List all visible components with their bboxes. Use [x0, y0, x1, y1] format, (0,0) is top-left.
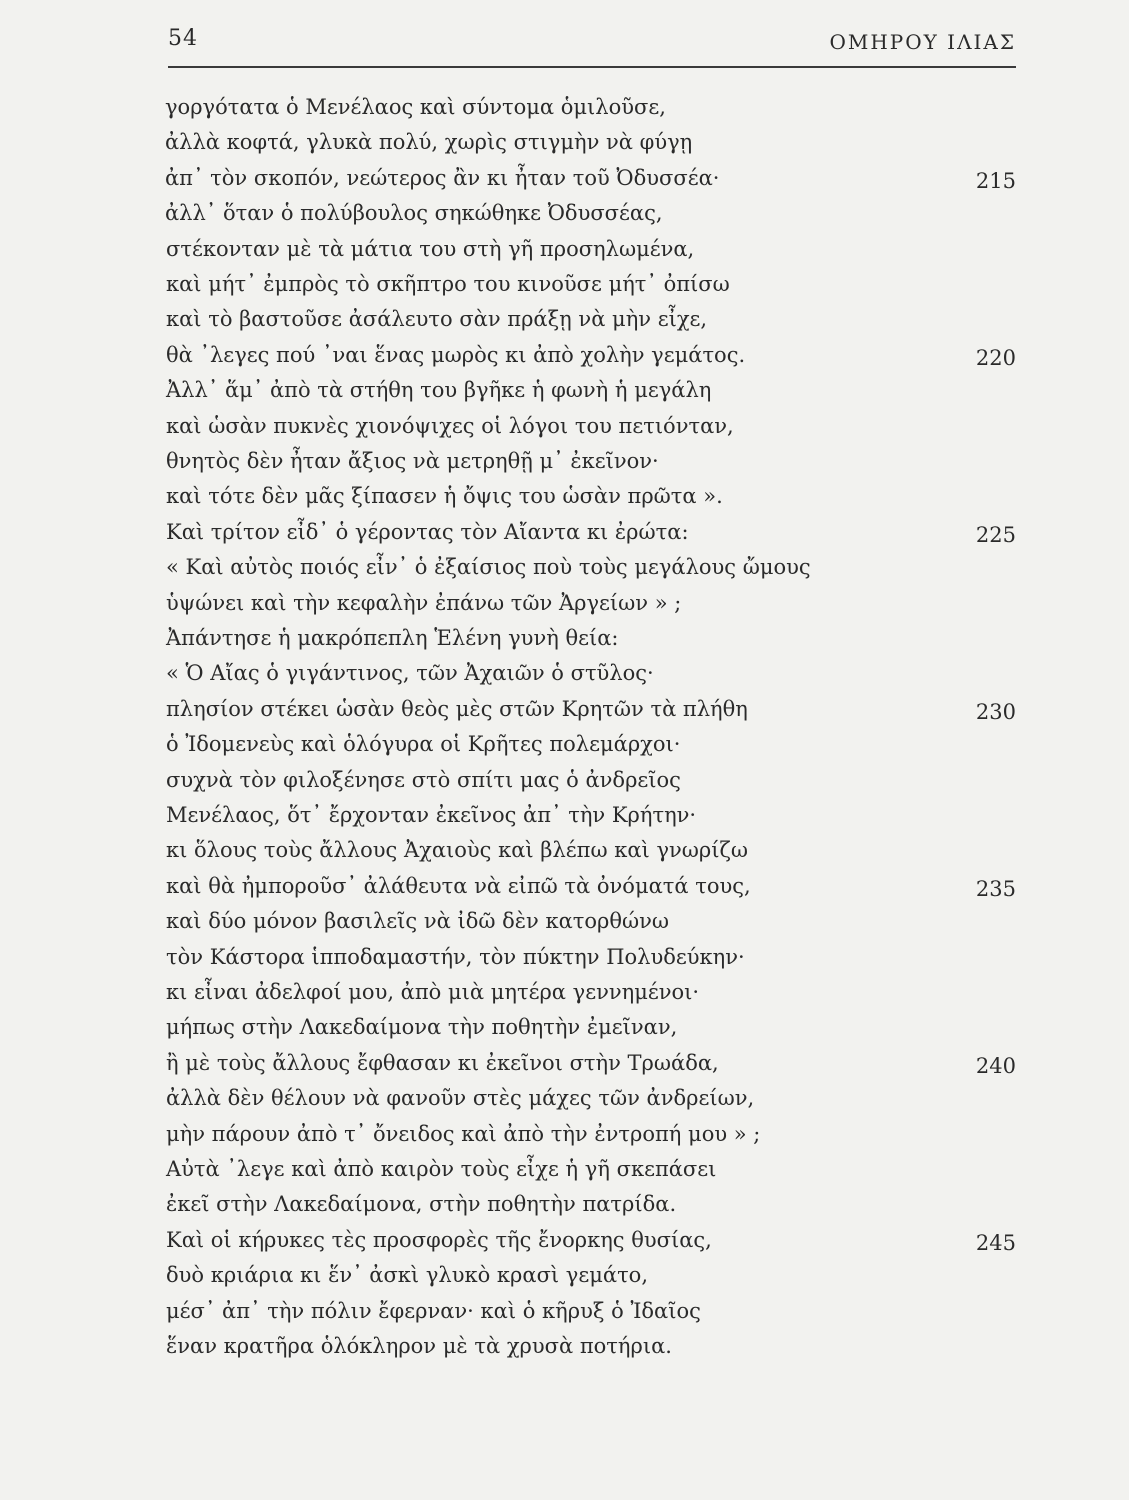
verse-line: [0, 411, 1129, 451]
verse-text: Ἀλλ᾽ ἅμ᾽ ἀπὸ τὰ στήθη του βγῆκε ἡ φωνὴ ἡ μεγάλη: [166, 378, 712, 403]
verse-line: [0, 1260, 1129, 1300]
verse-line: [0, 304, 1129, 344]
verse-text: καὶ δύο μόνον βασιλεῖς νὰ ἰδῶ δὲν κατορθώνω: [166, 909, 670, 934]
verse-line: [0, 1189, 1129, 1229]
verse-text: ἕναν κρατῆρα ὁλόκληρον μὲ τὰ χρυσὰ ποτήρια.: [166, 1334, 672, 1358]
verse-text: Καὶ οἱ κήρυκες τὲς προσφορὲς τῆς ἔνορκης θυσίας,: [166, 1227, 712, 1252]
verse-text: κι ὅλους τοὺς ἄλλους Ἀχαιοὺς καὶ βλέπω καὶ γνωρίζω: [166, 838, 748, 863]
verse-text: δυὸ κριάρια κι ἕν᾽ ἀσκὶ γλυκὸ κρασὶ γεμάτο,: [166, 1263, 649, 1288]
verse-text: Μενέλαος, ὅτ᾽ ἔρχονταν ἐκεῖνος ἀπ᾽ τὴν Κρήτην·: [166, 803, 697, 827]
verse-line: [0, 1331, 1129, 1371]
verse-line: [0, 694, 1129, 734]
verse-line: [0, 588, 1129, 628]
verse-text: καὶ μήτ᾽ ἐμπρὸς τὸ σκῆπτρο του κινοῦσε μήτ᾽ ὀπίσω: [166, 272, 730, 296]
line-number: 235: [975, 876, 1016, 901]
verse-text: ἐκεῖ στὴν Λακεδαίμονα, στὴν ποθητὴν πατρίδα.: [166, 1192, 677, 1217]
verse-text: ἢ μὲ τοὺς ἄλλους ἔφθασαν κι ἐκεῖνοι στὴν Τρωάδα,: [166, 1050, 719, 1075]
verse-text: Αὐτὰ ᾽λεγε καὶ ἀπὸ καιρὸν τοὺς εἶχε ἡ γῆ σκεπάσει: [166, 1157, 717, 1181]
verse-text: ὁ Ἰδομενεὺς καὶ ὁλόγυρα οἱ Κρῆτες πολεμάρχοι·: [166, 732, 681, 757]
verse-line: [0, 163, 1129, 203]
line-number: 240: [975, 1053, 1016, 1078]
verse-line: [0, 517, 1129, 557]
verse-text: καὶ ὡσὰν πυκνὲς χιονόψιχες οἱ λόγοι του πετιόνταν,: [166, 413, 734, 438]
verse-line: [0, 1083, 1129, 1123]
verse-line: [0, 375, 1129, 415]
verse-text: Ἀπάντησε ἡ μακρόπεπλη Ἑλένη γυνὴ θεία:: [166, 626, 619, 650]
running-title: ΟΜΗΡΟΥ ΙΛΙΑΣ: [829, 30, 1016, 54]
verse-text: μήπως στὴν Λακεδαίμονα τὴν ποθητὴν ἐμεῖναν,: [166, 1015, 678, 1040]
verse-text: συχνὰ τὸν φιλοξένησε στὸ σπίτι μας ὁ ἀνδρεῖος: [166, 767, 681, 792]
verse-line: [0, 800, 1129, 840]
verse-line: [0, 871, 1129, 911]
verse-text: πλησίον στέκει ὡσὰν θεὸς μὲς στῶν Κρητῶν τὰ πλήθη: [166, 696, 748, 721]
verse-text: ἀλλὰ δὲν θέλουν νὰ φανοῦν στὲς μάχες τῶν ἀνδρείων,: [166, 1086, 755, 1111]
verse-line: [0, 977, 1129, 1017]
verse-line: [0, 942, 1129, 982]
verse-text: καὶ θὰ ἠμποροῦσ᾽ ἀλάθευτα νὰ εἰπῶ τὰ ὀνόματά τους,: [166, 873, 751, 898]
verse-text: Καὶ τρίτον εἶδ᾽ ὁ γέροντας τὸν Αἴαντα κι ἐρώτα:: [166, 519, 689, 544]
line-number: 230: [975, 699, 1016, 724]
verse-text: « Καὶ αὐτὸς ποιός εἶν᾽ ὁ ἐξαίσιος ποὺ τοὺς μεγάλους ὤμους: [166, 555, 811, 580]
verse-text: θνητὸς δὲν ἦταν ἄξιος νὰ μετρηθῇ μ᾽ ἐκεῖνον·: [166, 449, 659, 473]
verse-text: στέκονταν μὲ τὰ μάτια του στὴ γῆ προσηλωμένα,: [166, 236, 695, 261]
verse-text: γοργότατα ὁ Μενέλαος καὶ σύντομα ὁμιλοῦσε,: [165, 95, 666, 119]
verse-line: [0, 127, 1129, 167]
verse-text: καὶ τὸ βαστοῦσε ἀσάλευτο σὰν πράξῃ νὰ μὴν εἶχε,: [166, 307, 708, 332]
page-header: [168, 26, 1016, 62]
verse-text: ἀλλὰ κοφτά, γλυκὰ πολύ, χωρὶς στιγμὴν νὰ φύγῃ: [165, 130, 693, 155]
verse-line: [0, 906, 1129, 946]
verse-text: ὑψώνει καὶ τὴν κεφαλὴν ἐπάνω τῶν Ἀργείων » ;: [166, 590, 682, 615]
verse-line: [0, 658, 1129, 698]
verse-line: [0, 1154, 1129, 1194]
verse-line: [0, 92, 1129, 132]
verse-text: καὶ τότε δὲν μᾶς ξίπασεν ἡ ὄψις του ὡσὰν πρῶτα ».: [166, 484, 723, 509]
line-number: 225: [975, 522, 1016, 547]
verse-text: μὴν πάρουν ἀπὸ τ᾽ ὄνειδος καὶ ἀπὸ τὴν ἐντροπή μου » ;: [166, 1121, 761, 1146]
verse-line: [0, 446, 1129, 486]
verse-text: μέσ᾽ ἀπ᾽ τὴν πόλιν ἔφερναν· καὶ ὁ κῆρυξ ὁ Ἰδαῖος: [166, 1298, 701, 1323]
verse-text: ἀλλ᾽ ὅταν ὁ πολύβουλος σηκώθηκε Ὀδυσσέας,: [165, 201, 663, 226]
verse-line: [0, 269, 1129, 309]
verse-text: κι εἶναι ἀδελφοί μου, ἀπὸ μιὰ μητέρα γεννημένοι·: [166, 980, 700, 1004]
line-number: 245: [975, 1230, 1016, 1255]
verse-text: « Ὁ Αἴας ὁ γιγάντινος, τῶν Ἀχαιῶν ὁ στῦλος·: [166, 661, 654, 686]
header-rule: [168, 66, 1016, 68]
verse-line: [0, 765, 1129, 805]
verse-line: [0, 623, 1129, 663]
line-number: 220: [975, 345, 1016, 370]
verse-text: θὰ ᾽λεγες πού ᾽ναι ἕνας μωρὸς κι ἀπὸ χολὴν γεμάτος.: [166, 342, 746, 367]
line-number: 215: [975, 168, 1016, 193]
verse-line: [0, 729, 1129, 769]
verse-text: τὸν Κάστορα ἱπποδαμαστήν, τὸν πύκτην Πολυδεύκην·: [166, 944, 745, 969]
verse-line: [0, 1048, 1129, 1088]
page-number: 54: [168, 26, 198, 51]
verse-line: [0, 481, 1129, 521]
verse-line: [0, 1119, 1129, 1159]
verse-line: [0, 234, 1129, 274]
verse-line: [0, 1225, 1129, 1265]
verse-line: [0, 835, 1129, 875]
verse-line: [0, 552, 1129, 592]
verse-text: ἀπ᾽ τὸν σκοπόν, νεώτερος ἂν κι ἦταν τοῦ Ὀδυσσέα·: [165, 165, 720, 190]
verse-line: [0, 1012, 1129, 1052]
verse-line: [0, 340, 1129, 380]
verse-line: [0, 1296, 1129, 1336]
verse-line: [0, 198, 1129, 238]
